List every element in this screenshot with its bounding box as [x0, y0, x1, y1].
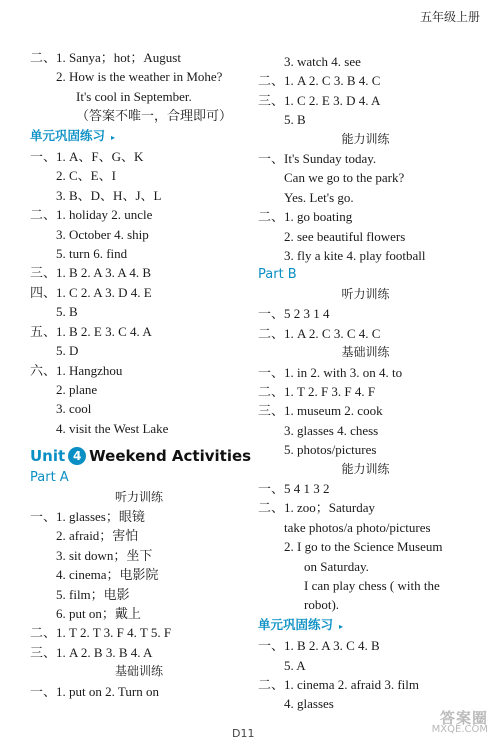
answer-line: 3. cool — [56, 401, 92, 417]
unit-title: Weekend Activities — [89, 447, 252, 466]
answer-line: 一、1. glasses；眼镜 — [30, 508, 145, 524]
answer-line: 3. sit down；坐下 — [56, 547, 153, 563]
answer-line: It's cool in September. — [76, 88, 192, 104]
answer-line: 5. photos/pictures — [284, 442, 377, 458]
right-column — [258, 52, 473, 714]
answer-line: 2. see beautiful flowers — [284, 228, 406, 244]
answer-line: 三、1. C 2. E 3. D 4. A — [258, 92, 381, 108]
answer-line: 二、1. T 2. T 3. F 4. T 5. F — [30, 625, 172, 641]
answer-line: 5. B — [284, 112, 306, 128]
unit-heading — [30, 444, 252, 468]
answer-line: 2. How is the weather in Mohe? — [56, 69, 223, 85]
part-heading: Part A — [30, 470, 69, 486]
subsection-title: 听力训练 — [114, 489, 163, 504]
answer-line: Can we go to the park? — [284, 170, 405, 186]
answer-line: 5. turn 6. find — [56, 246, 128, 262]
watermark-logo: 答案圈 — [439, 709, 488, 727]
subsection-title: 能力训练 — [341, 131, 390, 146]
answer-line: 二、1. zoo；Saturday — [258, 500, 375, 516]
arrow-icon: ▸ — [339, 621, 344, 631]
subsection-title: 基础训练 — [341, 345, 390, 360]
subsection-title: 基础训练 — [114, 664, 163, 679]
answer-line: 一、5 2 3 1 4 — [258, 306, 330, 322]
answer-line: Yes. Let's go. — [284, 189, 354, 205]
answer-line: 一、1. put on 2. Turn on — [30, 683, 159, 699]
left-column — [30, 48, 252, 701]
answer-line: 一、1. A、F、G、K — [30, 149, 144, 165]
answer-line: 4. glasses — [284, 696, 334, 712]
answer-line: 5. D — [56, 343, 79, 359]
answer-line: I can play chess ( with the — [304, 577, 440, 593]
answer-line: 一、1. in 2. with 3. on 4. to — [258, 364, 403, 380]
page-number: D11 — [232, 727, 255, 740]
answer-line: 一、5 4 1 3 2 — [258, 480, 330, 496]
answer-line: 二、1. Sanya；hot；August — [30, 50, 181, 65]
answer-line: （答案不唯一，合理即可） — [76, 108, 233, 124]
section-heading: 单元巩固练习 — [258, 616, 334, 632]
answer-line: 2. C、E、I — [56, 168, 116, 184]
answer-line: robot). — [304, 597, 340, 613]
answer-line: 一、It's Sunday today. — [258, 151, 377, 167]
arrow-icon: ▸ — [111, 132, 116, 142]
part-heading: Part B — [258, 267, 297, 283]
section-heading-row — [258, 615, 473, 636]
answer-line: 3. watch 4. see — [284, 54, 361, 69]
answer-line: 5. A — [284, 657, 306, 673]
answer-line: 二、1. cinema 2. afraid 3. film — [258, 677, 420, 692]
answer-line: 3. October 4. ship — [56, 226, 149, 242]
unit-word: Unit — [30, 447, 66, 466]
page-label: 五年级上册 — [419, 10, 480, 24]
answer-line: 二、1. holiday 2. uncle — [30, 207, 153, 223]
answer-line: 二、1. A 2. C 3. B 4. C — [258, 73, 381, 89]
answer-line: 4. visit the West Lake — [56, 420, 169, 436]
answer-line: 3. B、D、H、J、L — [56, 187, 162, 203]
answer-line: 四、1. C 2. A 3. D 4. E — [30, 284, 152, 300]
section-heading-row — [30, 126, 248, 147]
answer-line: 4. cinema；电影院 — [56, 567, 159, 583]
answer-line: on Saturday. — [304, 558, 369, 574]
answer-line: 2. afraid；害怕 — [56, 528, 139, 544]
watermark-url: MXQE.COM — [431, 724, 488, 735]
section-heading: 单元巩固练习 — [30, 127, 106, 143]
answer-line: 2. I go to the Science Museum — [284, 539, 443, 555]
answer-line: 3. glasses 4. chess — [284, 422, 379, 438]
answer-line: 5. B — [56, 304, 78, 320]
answer-line: 二、1. go boating — [258, 209, 353, 225]
answer-line: 5. film；电影 — [56, 586, 130, 602]
answer-line: take photos/a photo/pictures — [284, 519, 431, 535]
answer-line: 三、1. museum 2. cook — [258, 403, 383, 419]
watermark — [404, 709, 488, 744]
answer-line: 2. plane — [56, 381, 98, 397]
answer-line: 3. fly a kite 4. play football — [284, 248, 426, 264]
answer-line: 二、1. T 2. F 3. F 4. F — [258, 383, 376, 399]
answer-line: 6. put on；戴上 — [56, 605, 141, 621]
answer-line: 一、1. B 2. A 3. C 4. B — [258, 638, 380, 654]
answer-line: 六、1. Hangzhou — [30, 362, 123, 378]
answer-line: 三、1. A 2. B 3. B 4. A — [30, 644, 153, 660]
subsection-title: 能力训练 — [341, 461, 390, 476]
answer-line: 五、1. B 2. E 3. C 4. A — [30, 323, 152, 339]
unit-number-badge: 4 — [68, 447, 86, 465]
answer-line: 三、1. B 2. A 3. A 4. B — [30, 265, 151, 281]
answer-line: 二、1. A 2. C 3. C 4. C — [258, 325, 381, 341]
subsection-title: 听力训练 — [341, 286, 390, 301]
